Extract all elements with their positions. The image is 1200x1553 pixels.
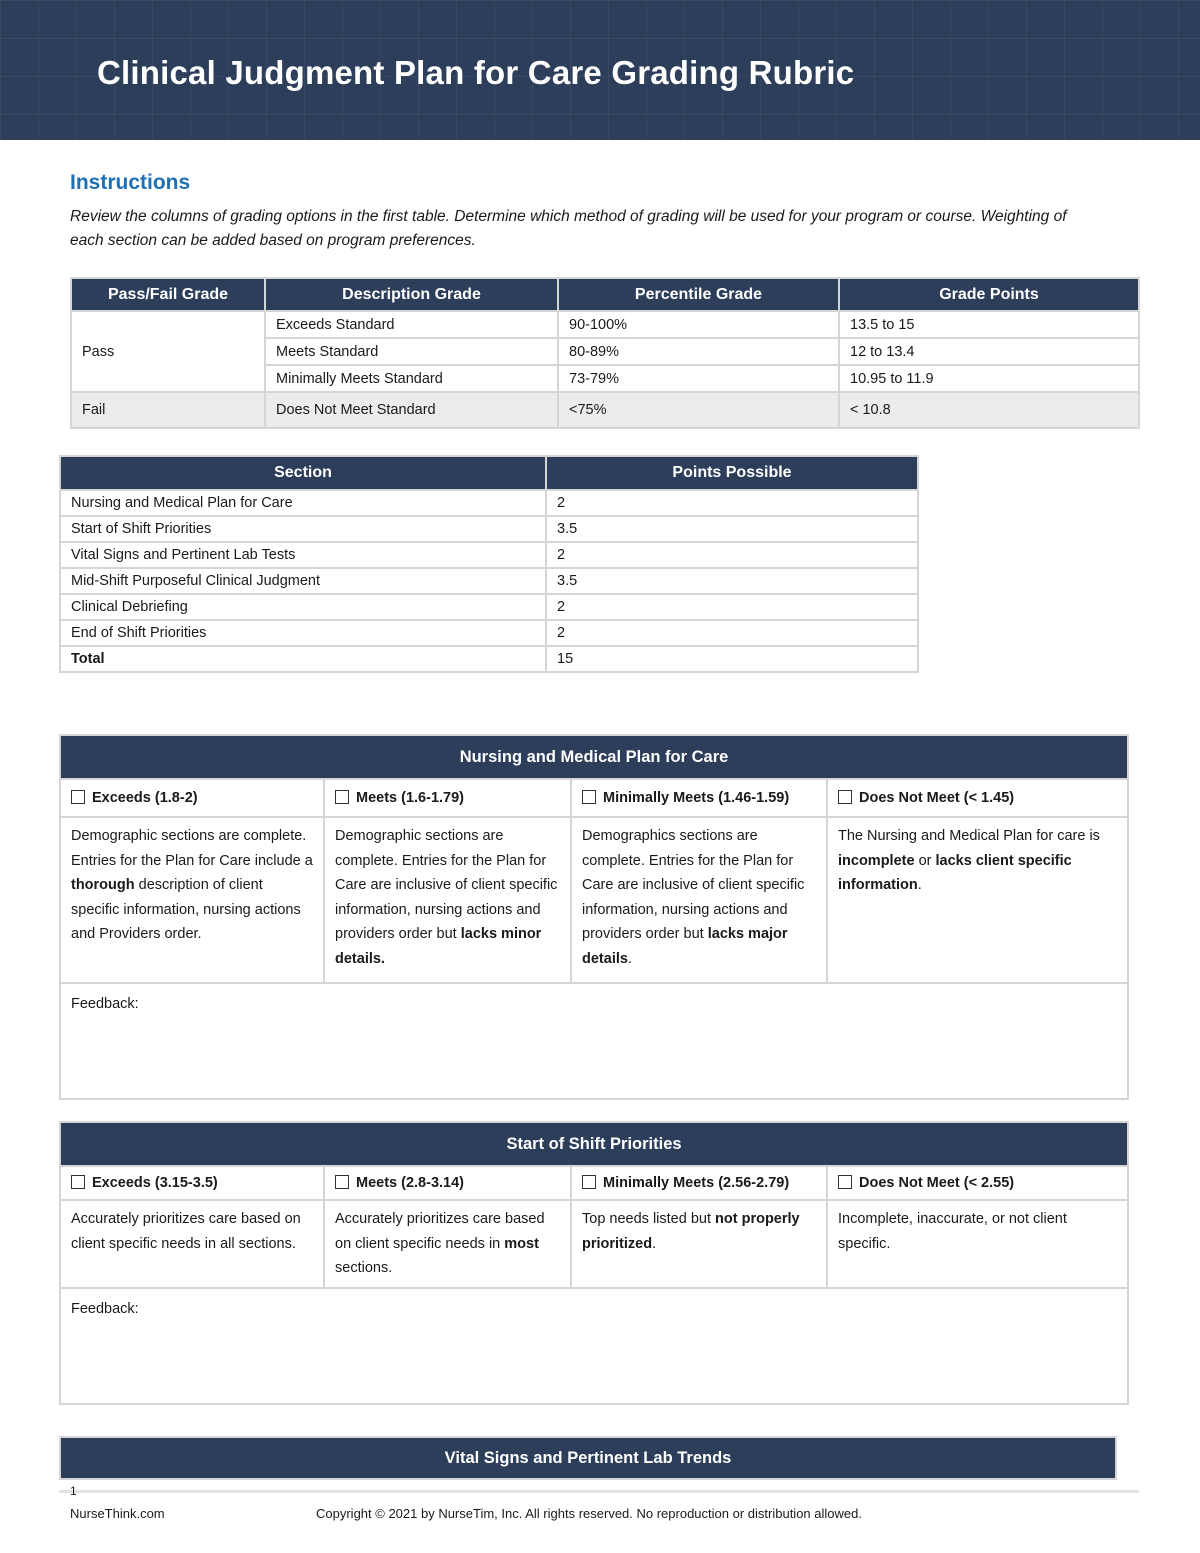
minimally-meets-checkbox[interactable]	[582, 1175, 596, 1189]
points-cell: 12 to 13.4	[839, 338, 1139, 365]
points-cell: 2	[546, 542, 918, 568]
level-label: Meets (1.6-1.79)	[356, 790, 464, 806]
meets-checkbox[interactable]	[335, 790, 349, 804]
feedback-field[interactable]	[60, 983, 1128, 1099]
total-label: Total	[60, 646, 546, 672]
description-cell: Meets Standard	[265, 338, 558, 365]
section-cell: Clinical Debriefing	[60, 594, 546, 620]
section-cell: Nursing and Medical Plan for Care	[60, 490, 546, 516]
total-points: 15	[546, 646, 918, 672]
level-minimally-meets	[571, 779, 827, 817]
percentile-cell: <75%	[558, 392, 839, 428]
rubric-vital-signs	[59, 1436, 1117, 1480]
level-exceeds	[60, 779, 324, 817]
level-label: Minimally Meets (1.46-1.59)	[603, 790, 790, 806]
level-does-not-meet	[827, 1166, 1128, 1200]
rubric-title: Vital Signs and Pertinent Lab Trends	[60, 1437, 1116, 1479]
page-number: 1	[70, 1484, 77, 1498]
points-cell: 10.95 to 11.9	[839, 365, 1139, 392]
rubric-levels-row	[60, 1166, 1128, 1200]
header-description: Description Grade	[265, 278, 558, 311]
level-label: Exceeds (3.15-3.5)	[92, 1175, 218, 1191]
feedback-row	[60, 1288, 1128, 1404]
table-row	[71, 392, 1139, 428]
level-meets	[324, 1166, 571, 1200]
section-cell: End of Shift Priorities	[60, 620, 546, 646]
points-possible-table	[59, 455, 919, 673]
points-cell: 13.5 to 15	[839, 311, 1139, 338]
rubric-start-of-shift	[59, 1121, 1129, 1405]
description-minimally-meets: Demographics sections are complete. Entries for the Plan for Care are inclusive of client specific information, nursing actions and providers order but lacks major details.	[571, 817, 827, 983]
table-header-row	[71, 278, 1139, 311]
description-minimally-meets: Top needs listed but not properly prioritized.	[571, 1200, 827, 1288]
level-label: Does Not Meet (< 1.45)	[859, 790, 1015, 806]
points-cell: 2	[546, 490, 918, 516]
table-row	[60, 490, 918, 516]
rubric-title: Start of Shift Priorities	[60, 1122, 1128, 1166]
feedback-row	[60, 983, 1128, 1099]
level-label: Does Not Meet (< 2.55)	[859, 1175, 1015, 1191]
minimally-meets-checkbox[interactable]	[582, 790, 596, 804]
percentile-cell: 73-79%	[558, 365, 839, 392]
rubric-descriptions-row	[60, 1200, 1128, 1288]
exceeds-checkbox[interactable]	[71, 790, 85, 804]
rubric-levels-row	[60, 779, 1128, 817]
header-percentile: Percentile Grade	[558, 278, 839, 311]
header-points-possible: Points Possible	[546, 456, 918, 490]
table-row	[60, 568, 918, 594]
section-cell: Vital Signs and Pertinent Lab Tests	[60, 542, 546, 568]
level-minimally-meets	[571, 1166, 827, 1200]
footer-copyright: Copyright © 2021 by NurseTim, Inc. All rights reserved. No reproduction or distribution allowed.	[316, 1506, 862, 1521]
points-cell: 3.5	[546, 568, 918, 594]
header-grade-points: Grade Points	[839, 278, 1139, 311]
table-header-row	[60, 456, 918, 490]
rubric-nursing-medical-plan	[59, 734, 1129, 1100]
page-title: Clinical Judgment Plan for Care Grading Rubric	[97, 54, 855, 91]
description-cell: Exceeds Standard	[265, 311, 558, 338]
feedback-field[interactable]	[60, 1288, 1128, 1404]
section-cell: Mid-Shift Purposeful Clinical Judgment	[60, 568, 546, 594]
level-exceeds	[60, 1166, 324, 1200]
level-label: Exceeds (1.8-2)	[92, 790, 198, 806]
rubric-descriptions-row	[60, 817, 1128, 983]
table-row	[60, 516, 918, 542]
description-does-not-meet: The Nursing and Medical Plan for care is incomplete or lacks client specific information.	[827, 817, 1128, 983]
pass-cell: Pass	[71, 311, 265, 392]
level-meets	[324, 779, 571, 817]
total-row	[60, 646, 918, 672]
percentile-cell: 90-100%	[558, 311, 839, 338]
instructions-text: Review the columns of grading options in the first table. Determine which method of grading will be used for your program or course. Weighting of each section can be added based on program preferences.	[70, 208, 1067, 249]
meets-checkbox[interactable]	[335, 1175, 349, 1189]
header-section: Section	[60, 456, 546, 490]
level-does-not-meet	[827, 779, 1128, 817]
percentile-cell: 80-89%	[558, 338, 839, 365]
feedback-label: Feedback:	[71, 1300, 139, 1317]
description-meets: Demographic sections are complete. Entries for the Plan for Care are inclusive of client specific information, nursing actions and providers order but lacks minor details.	[324, 817, 571, 983]
section-cell: Start of Shift Priorities	[60, 516, 546, 542]
table-row	[71, 311, 1139, 338]
points-cell: < 10.8	[839, 392, 1139, 428]
description-does-not-meet: Incomplete, inaccurate, or not client specific.	[827, 1200, 1128, 1288]
level-label: Meets (2.8-3.14)	[356, 1175, 464, 1191]
footer-site: NurseThink.com	[70, 1506, 165, 1521]
description-cell: Minimally Meets Standard	[265, 365, 558, 392]
header-banner	[0, 0, 1200, 140]
feedback-label: Feedback:	[71, 996, 139, 1012]
points-cell: 3.5	[546, 516, 918, 542]
points-cell: 2	[546, 620, 918, 646]
grading-options-table	[70, 277, 1140, 429]
exceeds-checkbox[interactable]	[71, 1175, 85, 1189]
footer-divider	[59, 1490, 1139, 1493]
table-row	[60, 594, 918, 620]
instructions-heading: Instructions	[70, 171, 191, 194]
points-cell: 2	[546, 594, 918, 620]
description-exceeds: Accurately prioritizes care based on client specific needs in all sections.	[60, 1200, 324, 1288]
description-cell: Does Not Meet Standard	[265, 392, 558, 428]
does-not-meet-checkbox[interactable]	[838, 790, 852, 804]
table-row	[60, 620, 918, 646]
rubric-title: Nursing and Medical Plan for Care	[60, 735, 1128, 779]
level-label: Minimally Meets (2.56-2.79)	[603, 1175, 790, 1191]
does-not-meet-checkbox[interactable]	[838, 1175, 852, 1189]
fail-cell: Fail	[71, 392, 265, 428]
description-meets: Accurately prioritizes care based on client specific needs in most sections.	[324, 1200, 571, 1288]
description-exceeds: Demographic sections are complete. Entries for the Plan for Care include a thorough description of client specific information, nursing actions and Providers order.	[60, 817, 324, 983]
table-row	[60, 542, 918, 568]
header-pass-fail: Pass/Fail Grade	[71, 278, 265, 311]
